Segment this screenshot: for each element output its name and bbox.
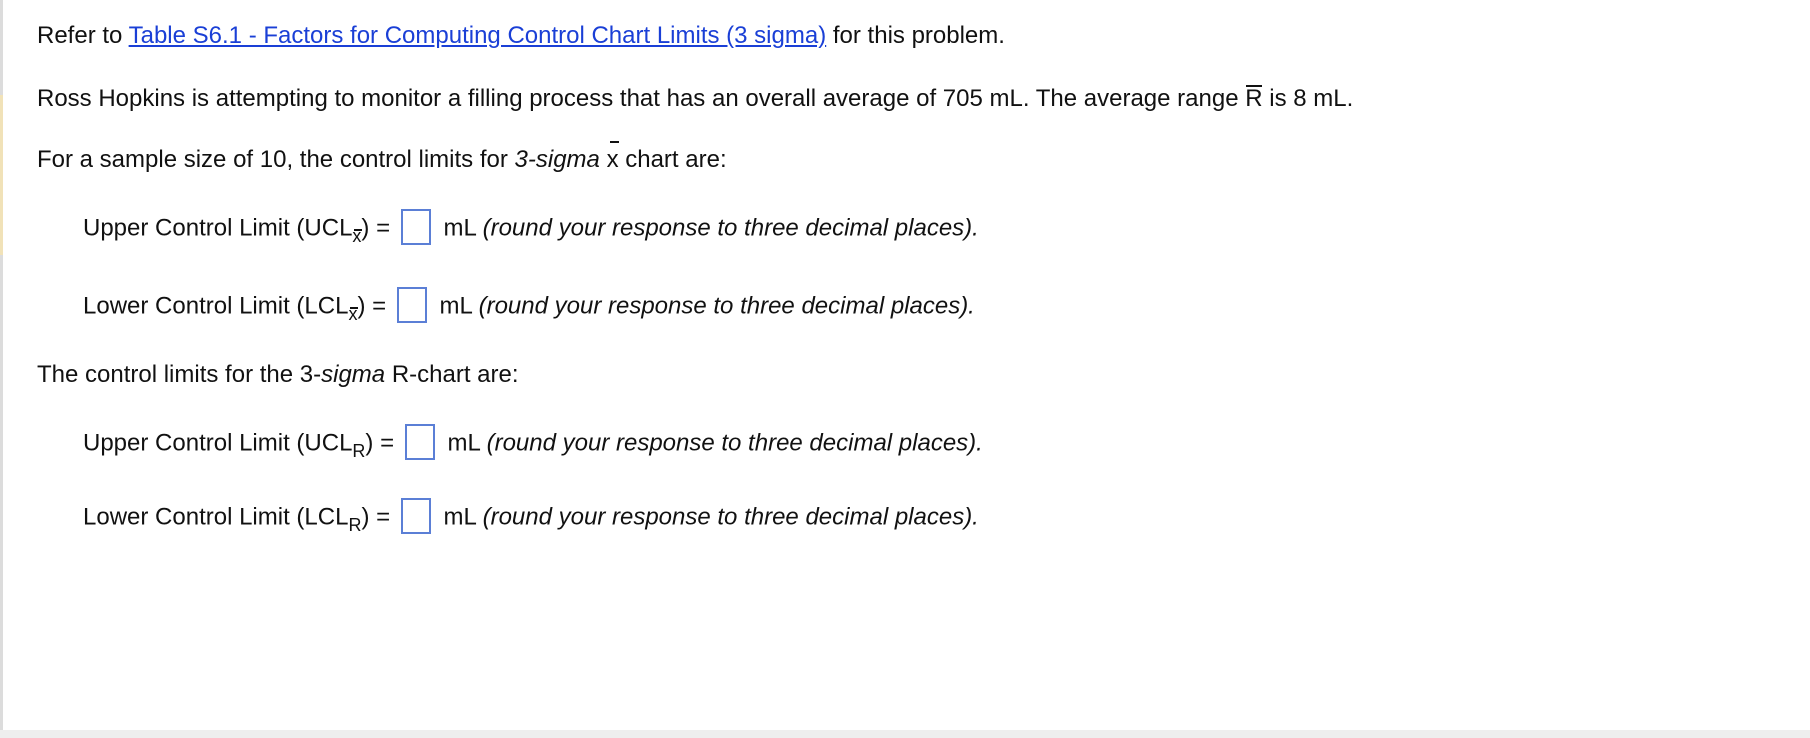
lcl-r-subscript: R [348, 515, 362, 536]
lcl-r-row [83, 500, 979, 536]
ucl-x-label: Upper Control Limit (UCL [83, 214, 353, 242]
xbar-section-heading [37, 145, 727, 175]
ucl-r-input[interactable] [405, 424, 435, 460]
lcl-r-equals: ) = [361, 503, 391, 531]
problem-text: Ross Hopkins is attempting to monitor a filling process that has an overall average of 705 mL. The average range [37, 85, 1239, 112]
problem-text-end: is 8 mL. [1269, 85, 1354, 112]
ucl-x-row [83, 211, 979, 247]
lcl-r-input[interactable] [401, 498, 431, 534]
r-heading-suffix: R-chart are: [391, 361, 519, 388]
table-s6-1-link[interactable]: Table S6.1 - Factors for Computing Control Chart Limits (3 sigma) [128, 22, 827, 49]
lcl-x-subscript: x [348, 304, 358, 325]
r-heading-italic: sigma [321, 361, 386, 388]
lcl-x-unit: mL [439, 292, 472, 320]
ucl-r-subscript: R [352, 441, 366, 462]
ucl-r-unit: mL [447, 429, 480, 457]
intro-prefix: Refer to [37, 22, 123, 49]
problem-statement [37, 84, 1353, 114]
lcl-r-label: Lower Control Limit (LCL [83, 503, 349, 531]
ucl-x-input[interactable] [401, 209, 431, 245]
ucl-x-equals: ) = [361, 214, 391, 242]
xbar-heading-prefix: For a sample size of 10, the control limits for [37, 146, 508, 173]
lcl-x-row [83, 289, 975, 325]
r-heading-prefix: The control limits for the 3- [37, 361, 322, 388]
lcl-x-hint: (round your response to three decimal places). [478, 292, 975, 320]
ucl-r-equals: ) = [365, 429, 395, 457]
xbar-heading-suffix: chart are: [625, 146, 727, 173]
xbar-heading-italic: 3-sigma [514, 146, 600, 173]
lcl-r-unit: mL [443, 503, 476, 531]
ucl-x-unit: mL [443, 214, 476, 242]
r-section-heading [37, 360, 519, 390]
ucl-x-subscript: x [352, 226, 362, 247]
ucl-r-label: Upper Control Limit (UCL [83, 429, 353, 457]
ucl-r-hint: (round your response to three decimal places). [486, 429, 983, 457]
lcl-r-hint: (round your response to three decimal places). [482, 503, 979, 531]
bottom-scroll-bar [0, 730, 1810, 738]
intro-line [37, 21, 1005, 51]
intro-suffix: for this problem. [832, 22, 1005, 49]
ucl-x-hint: (round your response to three decimal places). [482, 214, 979, 242]
lcl-x-label: Lower Control Limit (LCL [83, 292, 349, 320]
lcl-x-input[interactable] [397, 287, 427, 323]
lcl-x-equals: ) = [357, 292, 387, 320]
left-border-accent [0, 95, 3, 255]
r-bar-symbol: R [1245, 85, 1263, 112]
x-bar-symbol: x [606, 146, 619, 173]
ucl-r-row [83, 426, 983, 462]
